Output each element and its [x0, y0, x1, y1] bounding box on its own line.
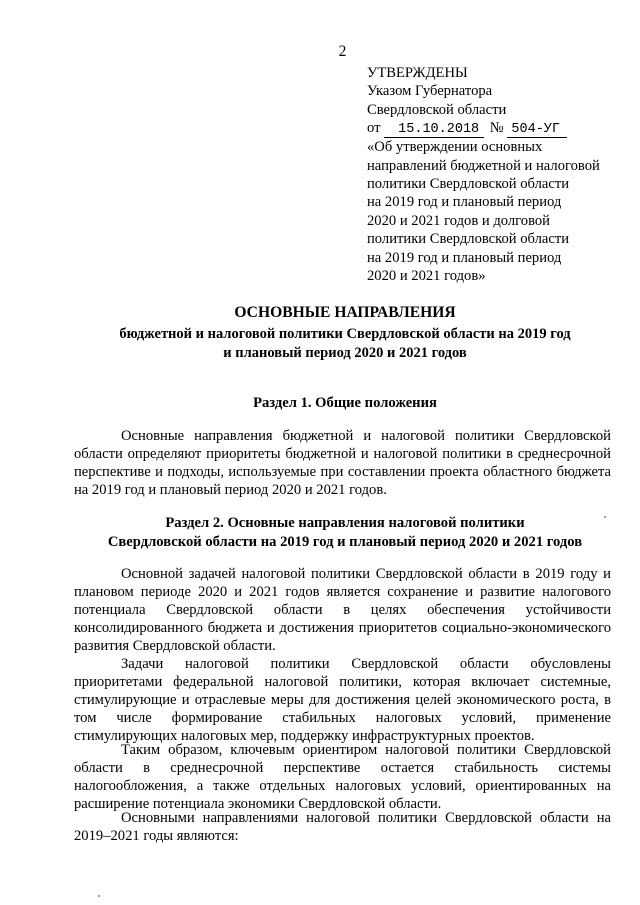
decree-title-line: 2020 и 2021 годов»	[367, 268, 486, 285]
decree-title-line: «Об утверждении основных	[367, 139, 543, 156]
decree-title-line: 2020 и 2021 годов и долговой	[367, 212, 550, 229]
decree-number: 504-УГ	[507, 123, 567, 138]
subtitle-line: бюджетной и налоговой политики Свердловской области на 2019 год	[119, 326, 571, 342]
section2-paragraph: Основными направлениями налоговой политики Свердловской области на 2019–2021 годы являются:	[74, 810, 611, 844]
section2-paragraph: Таким образом, ключевым ориентиром налоговой политики Свердловской области в среднесрочной перспективе остается стабильность системы налогообложения, а также отдельных налоговых условий, ориентированных на расширение потенциала экономики Свердловской области.	[74, 742, 611, 812]
section2-heading-line: Свердловской области на 2019 год и плановый период 2020 и 2021 годов	[107, 534, 583, 550]
scan-speck	[604, 516, 606, 518]
section1-paragraph: Основные направления бюджетной и налоговой политики Свердловской области определяют приоритеты бюджетной и налоговой политики в среднесрочной перспективе и подходы, используемые при составлении проекта областного бюджета на 2019 год и плановый период 2020 и 2021 годов.	[74, 428, 611, 498]
page-number: 2	[338, 43, 347, 60]
approval-date-line	[367, 119, 637, 138]
scan-speck	[98, 895, 100, 897]
decree-title-line: политики Свердловской области	[367, 231, 570, 248]
approval-heading: УТВЕРЖДЕНЫ	[367, 65, 468, 81]
decree-title-line: направлений бюджетной и налоговой	[367, 157, 600, 174]
decree-title-line: на 2019 год и плановый период	[367, 194, 562, 211]
section2-paragraph: Основной задачей налоговой политики Свердловской области в 2019 году и плановом периоде 2020 и 2021 годов является сохранение и развитие налогового потенциала Свердловской области в целях обеспечения устойчивости консолидированного бюджета и достижения приоритетов социально-экономического развития Свердловской области.	[74, 566, 611, 654]
approval-issuer: Указом Губернатора	[367, 83, 493, 100]
section2-heading	[60, 514, 630, 552]
section2-paragraph: Задачи налоговой политики Свердловской области обусловлены приоритетами федеральной налоговой политики, которая включает системные, стимулирующие и отраслевые меры для достижения целей экономического роста, в том числе формирование стабильных налоговых условий, применение стимулирующих налоговых мер, поддержку инфраструктурных проектов.	[74, 656, 611, 744]
subtitle-line: и плановый период 2020 и 2021 годов	[223, 344, 467, 361]
date-prefix: от	[367, 120, 381, 137]
section1-heading: Раздел 1. Общие положения	[253, 395, 437, 411]
document-subtitle	[60, 325, 630, 362]
approval-region: Свердловской области	[367, 101, 507, 118]
decree-title-line: политики Свердловской области	[367, 176, 570, 193]
section2-heading-line: Раздел 2. Основные направления налоговой политики	[165, 515, 525, 531]
number-prefix: №	[489, 120, 504, 137]
decree-title-line: на 2019 год и плановый период	[367, 249, 562, 266]
approval-stamp	[367, 64, 637, 285]
decree-date: 15.10.2018	[384, 123, 484, 138]
document-title: ОСНОВНЫЕ НАПРАВЛЕНИЯ	[234, 304, 456, 321]
